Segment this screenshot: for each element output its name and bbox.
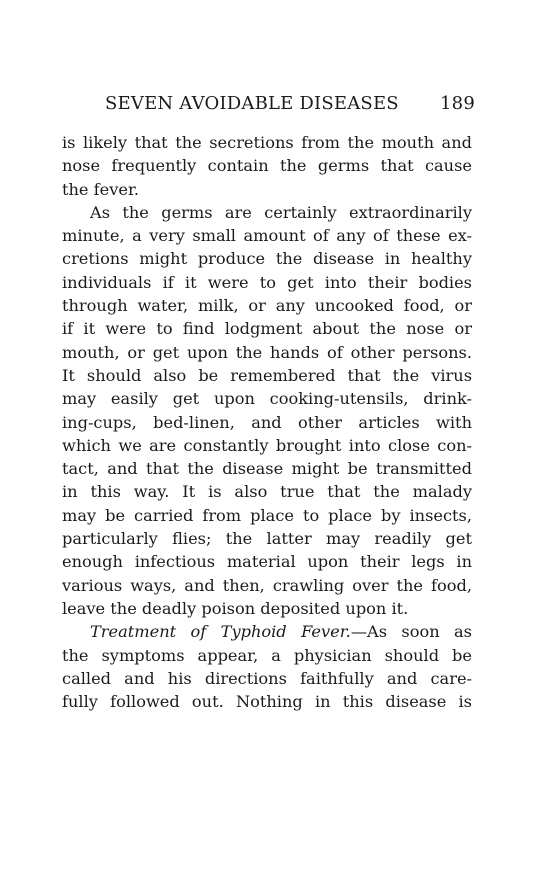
body-text xyxy=(62,131,472,713)
text-line: mouth, or get upon the hands of other persons. xyxy=(62,342,472,362)
text-line: is likely that the secretions from the mouth and xyxy=(62,133,472,152)
text-line: As the germs are certainly extraordinarily xyxy=(90,202,472,222)
text-line: the symptoms appear, a physician should be xyxy=(62,645,472,665)
paragraph-3 xyxy=(62,620,472,713)
text-line: leave the deadly poison deposited upon it. xyxy=(62,598,409,618)
text-line: nose frequently contain the germs that cause xyxy=(62,156,472,176)
running-head: SEVEN AVOIDABLE DISEASES xyxy=(105,93,399,114)
paragraph-2 xyxy=(62,201,472,620)
text-line: cretions might produce the disease in healthy xyxy=(62,249,472,269)
paragraph-1 xyxy=(62,131,472,201)
text-line: may easily get upon cooking-utensils, drink- xyxy=(62,389,472,409)
text-line: the fever. xyxy=(62,179,140,199)
text-line: ing-cups, bed-linen, and other articles with xyxy=(62,412,472,432)
section-heading: Treatment of Typhoid Fever. xyxy=(90,622,351,642)
text-line: particularly flies; the latter may readily get xyxy=(62,529,472,549)
text-line: various ways, and then, crawling over the food, xyxy=(62,575,472,595)
text-line: enough infectious material upon their legs in xyxy=(62,552,472,572)
text-line: if it were to find lodgment about the nose or xyxy=(62,319,472,339)
text-line: called and his directions faithfully and care- xyxy=(62,668,472,688)
text-line: through water, milk, or any uncooked food, or xyxy=(62,296,472,316)
text-line xyxy=(62,620,472,643)
text-line: in this way. It is also true that the malady xyxy=(62,482,472,502)
page-header xyxy=(105,92,475,116)
text-line: which we are constantly brought into close con- xyxy=(62,435,472,455)
page-number: 189 xyxy=(440,93,475,114)
text-line: fully followed out. Nothing in this disease is xyxy=(62,692,472,712)
text-line: minute, a very small amount of any of these ex- xyxy=(62,226,472,246)
text-line: may be carried from place to place by insects, xyxy=(62,505,472,525)
text-line: tact, and that the disease might be transmitted xyxy=(62,459,472,479)
text-line: individuals if it were to get into their bodies xyxy=(62,272,472,292)
text-line: It should also be remembered that the virus xyxy=(62,365,472,385)
heading-continuation: —As soon as xyxy=(350,622,472,642)
